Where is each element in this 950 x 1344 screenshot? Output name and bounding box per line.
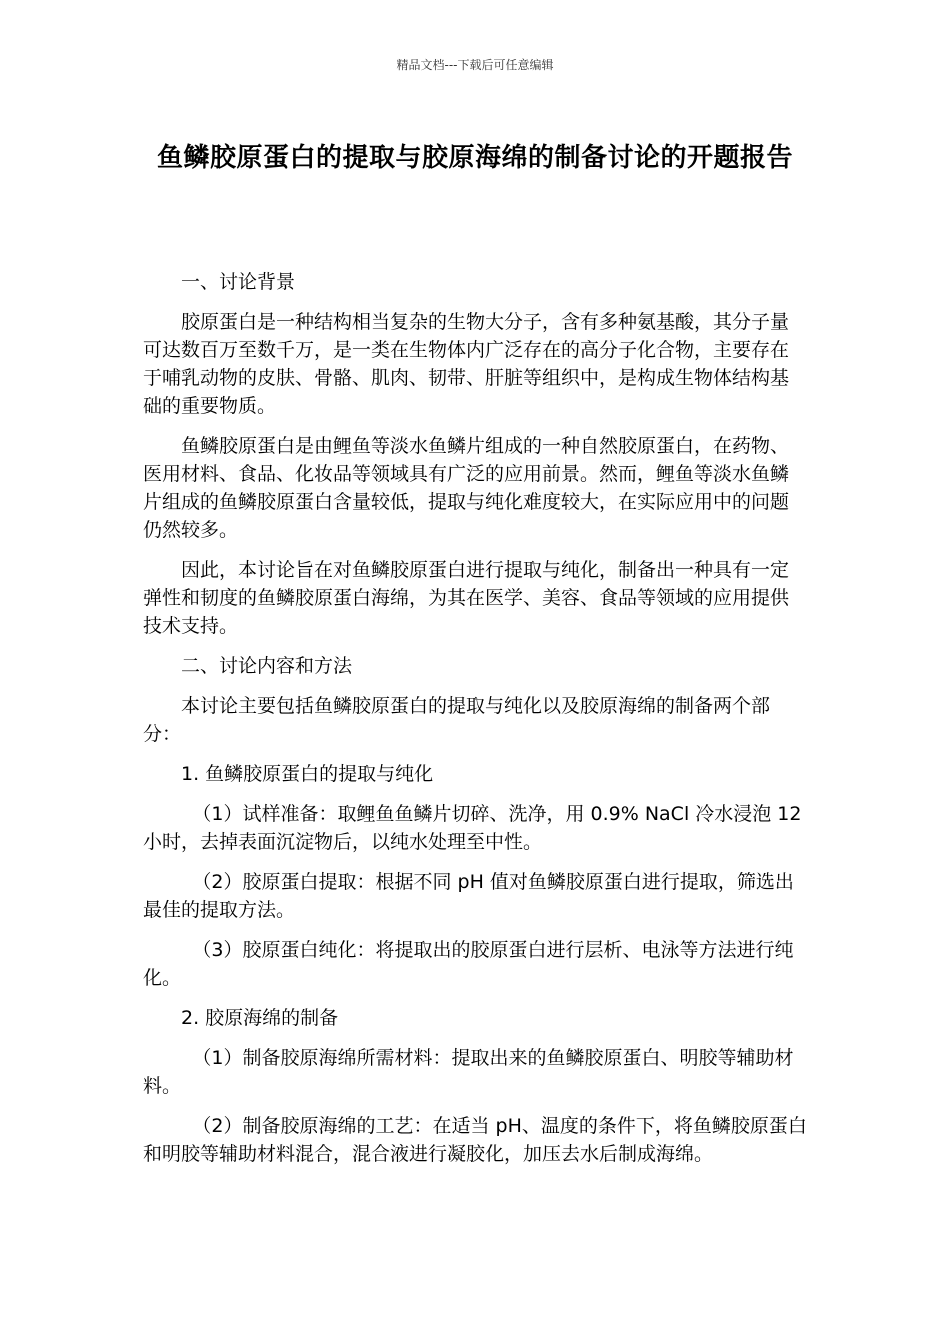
background-paragraph-1: 胶原蛋白是一种结构相当复杂的生物大分子，含有多种氨基酸，其分子量可达数百万至数千万，是一类在生物体内广泛存在的高分子化合物，主要存在于哺乳动物的皮肤、骨骼、肌肉、韧带、肝脏等组织中，是构成生物体结构基础的重要物质。 (143, 311, 790, 417)
part-heading-sponge: 2. 胶原海绵的制备 (181, 1007, 339, 1029)
sponge-item-1: （1）制备胶原海绵所需材料：提取出来的鱼鳞胶原蛋白、明胶等辅助材料。 (143, 1047, 794, 1097)
document-body (143, 268, 807, 1180)
background-paragraph-3: 因此，本讨论旨在对鱼鳞胶原蛋白进行提取与纯化，制备出一种具有一定弹性和韧度的鱼鳞胶原蛋白海绵，为其在医学、美容、食品等领域的应用提供技术支持。 (143, 559, 790, 637)
extraction-item-3: （3）胶原蛋白纯化：将提取出的胶原蛋白进行层析、电泳等方法进行纯化。 (143, 939, 794, 989)
document-title: 鱼鳞胶原蛋白的提取与胶原海绵的制备讨论的开题报告 (156, 143, 793, 173)
extraction-item-1: （1）试样准备：取鲤鱼鱼鳞片切碎、洗净，用 0.9% NaCl 冷水浸泡 12 小时，去掉表面沉淀物后，以纯水处理至中性。 (143, 803, 802, 853)
methods-intro: 本讨论主要包括鱼鳞胶原蛋白的提取与纯化以及胶原海绵的制备两个部分： (143, 695, 771, 745)
extraction-item-2: （2）胶原蛋白提取：根据不同 pH 值对鱼鳞胶原蛋白进行提取，筛选出最佳的提取方法。 (143, 871, 794, 921)
section-heading-methods: 二、讨论内容和方法 (181, 655, 353, 677)
part-heading-extraction: 1. 鱼鳞胶原蛋白的提取与纯化 (181, 763, 434, 785)
section-heading-background: 一、讨论背景 (181, 271, 296, 293)
background-paragraph-2: 鱼鳞胶原蛋白是由鲤鱼等淡水鱼鳞片组成的一种自然胶原蛋白，在药物、医用材料、食品、化妆品等领域具有广泛的应用前景。然而，鲤鱼等淡水鱼鳞片组成的鱼鳞胶原蛋白含量较低，提取与纯化难度较大，在实际应用中的问题仍然较多。 (143, 435, 790, 541)
header-note: 精品文档---下载后可任意编辑 (396, 58, 554, 72)
sponge-item-2: （2）制备胶原海绵的工艺：在适当 pH、温度的条件下，将鱼鳞胶原蛋白和明胶等辅助材料混合，混合液进行凝胶化，加压去水后制成海绵。 (143, 1115, 807, 1165)
